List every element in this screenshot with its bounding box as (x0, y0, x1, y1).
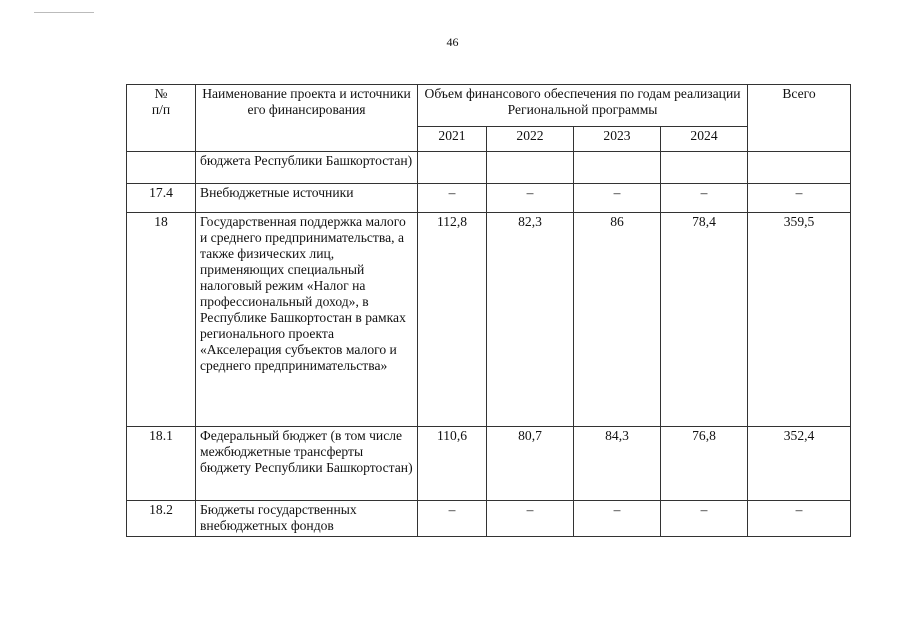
table-row (127, 213, 851, 427)
page-number: 46 (446, 35, 459, 49)
row-value: 78,4 (661, 213, 748, 427)
row-value: 82,3 (487, 213, 574, 427)
row-value: – (661, 184, 748, 213)
row-num: 18.1 (127, 427, 196, 501)
header-group: Объем финансового обеспечения по годам реализации Региональной программы (418, 85, 748, 127)
table-row (127, 427, 851, 501)
row-value: – (487, 184, 574, 213)
header-year: 2021 (418, 127, 487, 152)
row-value: 80,7 (487, 427, 574, 501)
row-num: 18.2 (127, 501, 196, 537)
row-num: 17.4 (127, 184, 196, 213)
row-num: 18 (127, 213, 196, 427)
row-name: Государственная поддержка малого и среднего предпринимательства, а также физических лиц, применяющих специальный налоговый режим «Налог на профессиональный доход», в Республике Башкортостан в рамках регионального проекта «Акселерация субъектов малого и среднего предпринимательства» (196, 213, 418, 427)
header-year: 2024 (661, 127, 748, 152)
row-value: 86 (574, 213, 661, 427)
row-value (574, 152, 661, 184)
row-value: – (418, 184, 487, 213)
row-value: 76,8 (661, 427, 748, 501)
row-name: Внебюджетные источники (196, 184, 418, 213)
table-row (127, 501, 851, 537)
header-total: Всего (748, 85, 851, 152)
financing-table (126, 84, 851, 537)
row-value: 84,3 (574, 427, 661, 501)
row-value (418, 152, 487, 184)
table-row (127, 152, 851, 184)
row-value: 112,8 (418, 213, 487, 427)
row-total: – (748, 501, 851, 537)
row-value: – (574, 184, 661, 213)
row-value: – (418, 501, 487, 537)
row-name: Бюджеты государственных внебюджетных фондов (196, 501, 418, 537)
row-value: – (661, 501, 748, 537)
row-value: – (574, 501, 661, 537)
row-total: 359,5 (748, 213, 851, 427)
row-total: – (748, 184, 851, 213)
header-name: Наименование проекта и источники его финансирования (196, 85, 418, 152)
row-value (487, 152, 574, 184)
table-row (127, 184, 851, 213)
row-value: – (487, 501, 574, 537)
header-num: № п/п (127, 85, 196, 152)
row-value (661, 152, 748, 184)
header-year: 2022 (487, 127, 574, 152)
row-value: 110,6 (418, 427, 487, 501)
row-name: Федеральный бюджет (в том числе межбюджетные трансферты бюджету Республики Башкортостан) (196, 427, 418, 501)
header-row-top (127, 85, 851, 127)
scan-artifact-line (34, 12, 94, 13)
header-year: 2023 (574, 127, 661, 152)
row-total (748, 152, 851, 184)
row-total: 352,4 (748, 427, 851, 501)
row-num (127, 152, 196, 184)
row-name: бюджета Республики Башкортостан) (196, 152, 418, 184)
